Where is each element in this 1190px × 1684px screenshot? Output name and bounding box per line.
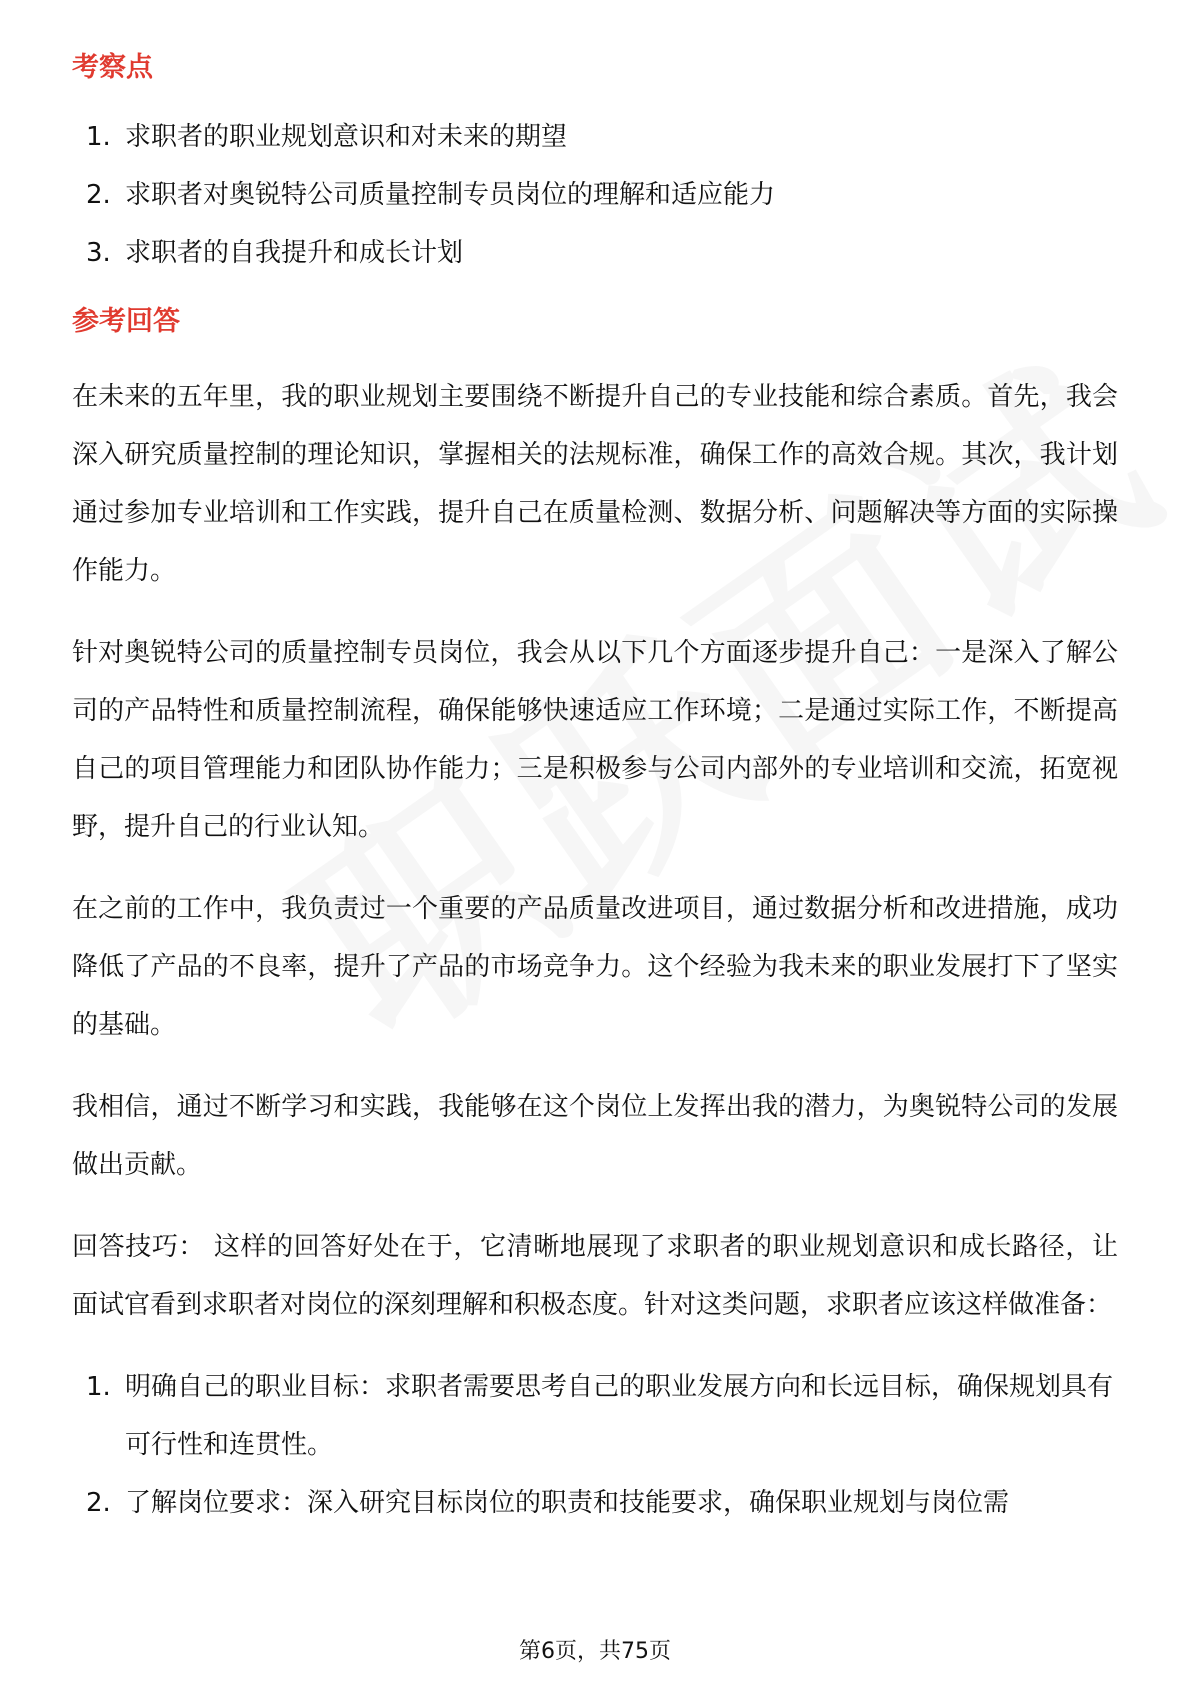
list-number: 1. [86, 122, 111, 152]
list-number: 3. [86, 238, 111, 268]
list-item [72, 224, 1118, 282]
list-item-text: 求职者的自我提升和成长计划 [125, 238, 464, 268]
list-item [72, 108, 1118, 166]
answer-paragraph: 针对奥锐特公司的质量控制专员岗位，我会从以下几个方面逐步提升自己：一是深入了解公司的产品特性和质量控制流程，确保能够快速适应工作环境；二是通过实际工作，不断提高自己的项目管理能力和团队协作能力；三是积极参与公司内部外的专业培训和交流，拓宽视野，提升自己的行业认知。 [72, 638, 1118, 842]
list-item-text: 了解岗位要求：深入研究目标岗位的职责和技能要求，确保职业规划与岗位需 [125, 1488, 1010, 1518]
list-item [72, 166, 1118, 224]
list-item [72, 1358, 1118, 1474]
section-title-reference-answer: 参考回答 [72, 306, 180, 337]
section-title-assessment: 考察点 [72, 52, 153, 83]
tips-list [72, 1358, 1118, 1532]
list-item-text: 求职者的职业规划意识和对未来的期望 [125, 122, 568, 152]
answer-tips-paragraph: 回答技巧： 这样的回答好处在于，它清晰地展现了求职者的职业规划意识和成长路径，让面试官看到求职者对岗位的深刻理解和积极态度。针对这类问题，求职者应该这样做准备： [72, 1232, 1118, 1320]
page-content [72, 48, 1118, 1532]
assessment-list [72, 108, 1118, 282]
answer-paragraph: 在之前的工作中，我负责过一个重要的产品质量改进项目，通过数据分析和改进措施，成功降低了产品的不良率，提升了产品的市场竞争力。这个经验为我未来的职业发展打下了坚实的基础。 [72, 894, 1118, 1040]
list-number: 2. [86, 1488, 111, 1518]
list-item-text: 求职者对奥锐特公司质量控制专员岗位的理解和适应能力 [125, 180, 776, 210]
page-number-footer: 第6页，共75页 [519, 1639, 671, 1664]
answer-paragraph: 我相信，通过不断学习和实践，我能够在这个岗位上发挥出我的潜力，为奥锐特公司的发展做出贡献。 [72, 1092, 1118, 1180]
list-item [72, 1474, 1118, 1532]
answer-paragraph: 在未来的五年里，我的职业规划主要围绕不断提升自己的专业技能和综合素质。首先，我会深入研究质量控制的理论知识，掌握相关的法规标准，确保工作的高效合规。其次，我计划通过参加专业培训和工作实践，提升自己在质量检测、数据分析、问题解决等方面的实际操作能力。 [72, 382, 1118, 586]
list-number: 1. [86, 1372, 111, 1402]
list-item-text: 明确自己的职业目标：求职者需要思考自己的职业发展方向和长远目标，确保规划具有可行性和连贯性。 [125, 1372, 1114, 1460]
list-number: 2. [86, 180, 111, 210]
